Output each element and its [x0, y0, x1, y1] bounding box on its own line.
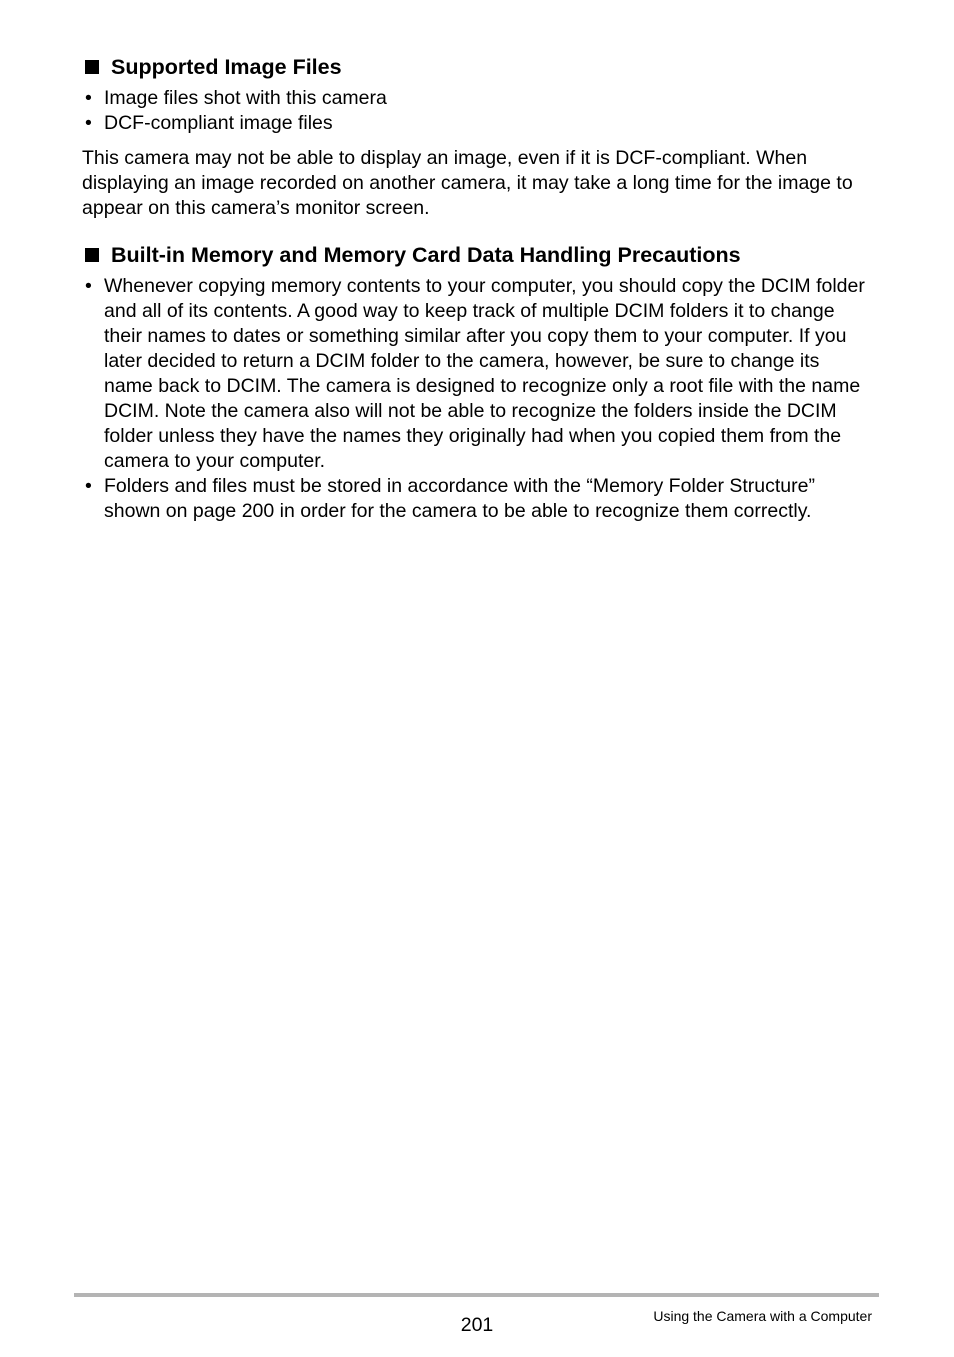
list-item [82, 474, 872, 524]
bullet-icon: • [85, 475, 92, 497]
section-heading-text: Supported Image Files [111, 55, 342, 79]
section-heading [82, 242, 872, 268]
bullet-list [82, 274, 872, 524]
bullet-icon: • [85, 112, 92, 134]
bullet-icon: • [85, 275, 92, 297]
list-item [82, 86, 872, 111]
footer-section-label: Using the Camera with a Computer [653, 1308, 872, 1324]
list-item [82, 274, 872, 474]
black-square-icon [85, 248, 99, 262]
section-heading-text: Built-in Memory and Memory Card Data Handling Precautions [111, 243, 741, 267]
black-square-icon [85, 60, 99, 74]
list-item-text: Image files shot with this camera [104, 87, 387, 109]
bullet-list [82, 86, 872, 136]
list-item [82, 111, 872, 136]
bullet-icon: • [85, 87, 92, 109]
page-number: 201 [460, 1314, 494, 1336]
list-item-text: DCF-compliant image files [104, 112, 333, 134]
section-data-handling-precautions [82, 242, 872, 524]
list-item-text: Folders and files must be stored in accordance with the “Memory Folder Structure” shown on page 200 in order for the camera to be able to recognize them correctly. [104, 475, 815, 522]
section-supported-image-files [82, 54, 872, 221]
body-paragraph: This camera may not be able to display an image, even if it is DCF-compliant. When displaying an image recorded on another camera, it may take a long time for the image to appear on this camera’s monitor screen. [82, 147, 853, 219]
section-heading [82, 54, 872, 80]
list-item-text: Whenever copying memory contents to your computer, you should copy the DCIM folder and all of its contents. A good way to keep track of multiple DCIM folders it to change their names to dates or something similar after you copy them to your computer. If you later decided to return a DCIM folder to the camera, however, be sure to change its name back to DCIM. The camera is designed to recognize only a root file with the name DCIM. Note the camera also will not be able to recognize the folders inside the DCIM folder unless they have the names they originally had when you copied them from the camera to your computer. [104, 275, 865, 472]
footer-divider [74, 1293, 879, 1297]
